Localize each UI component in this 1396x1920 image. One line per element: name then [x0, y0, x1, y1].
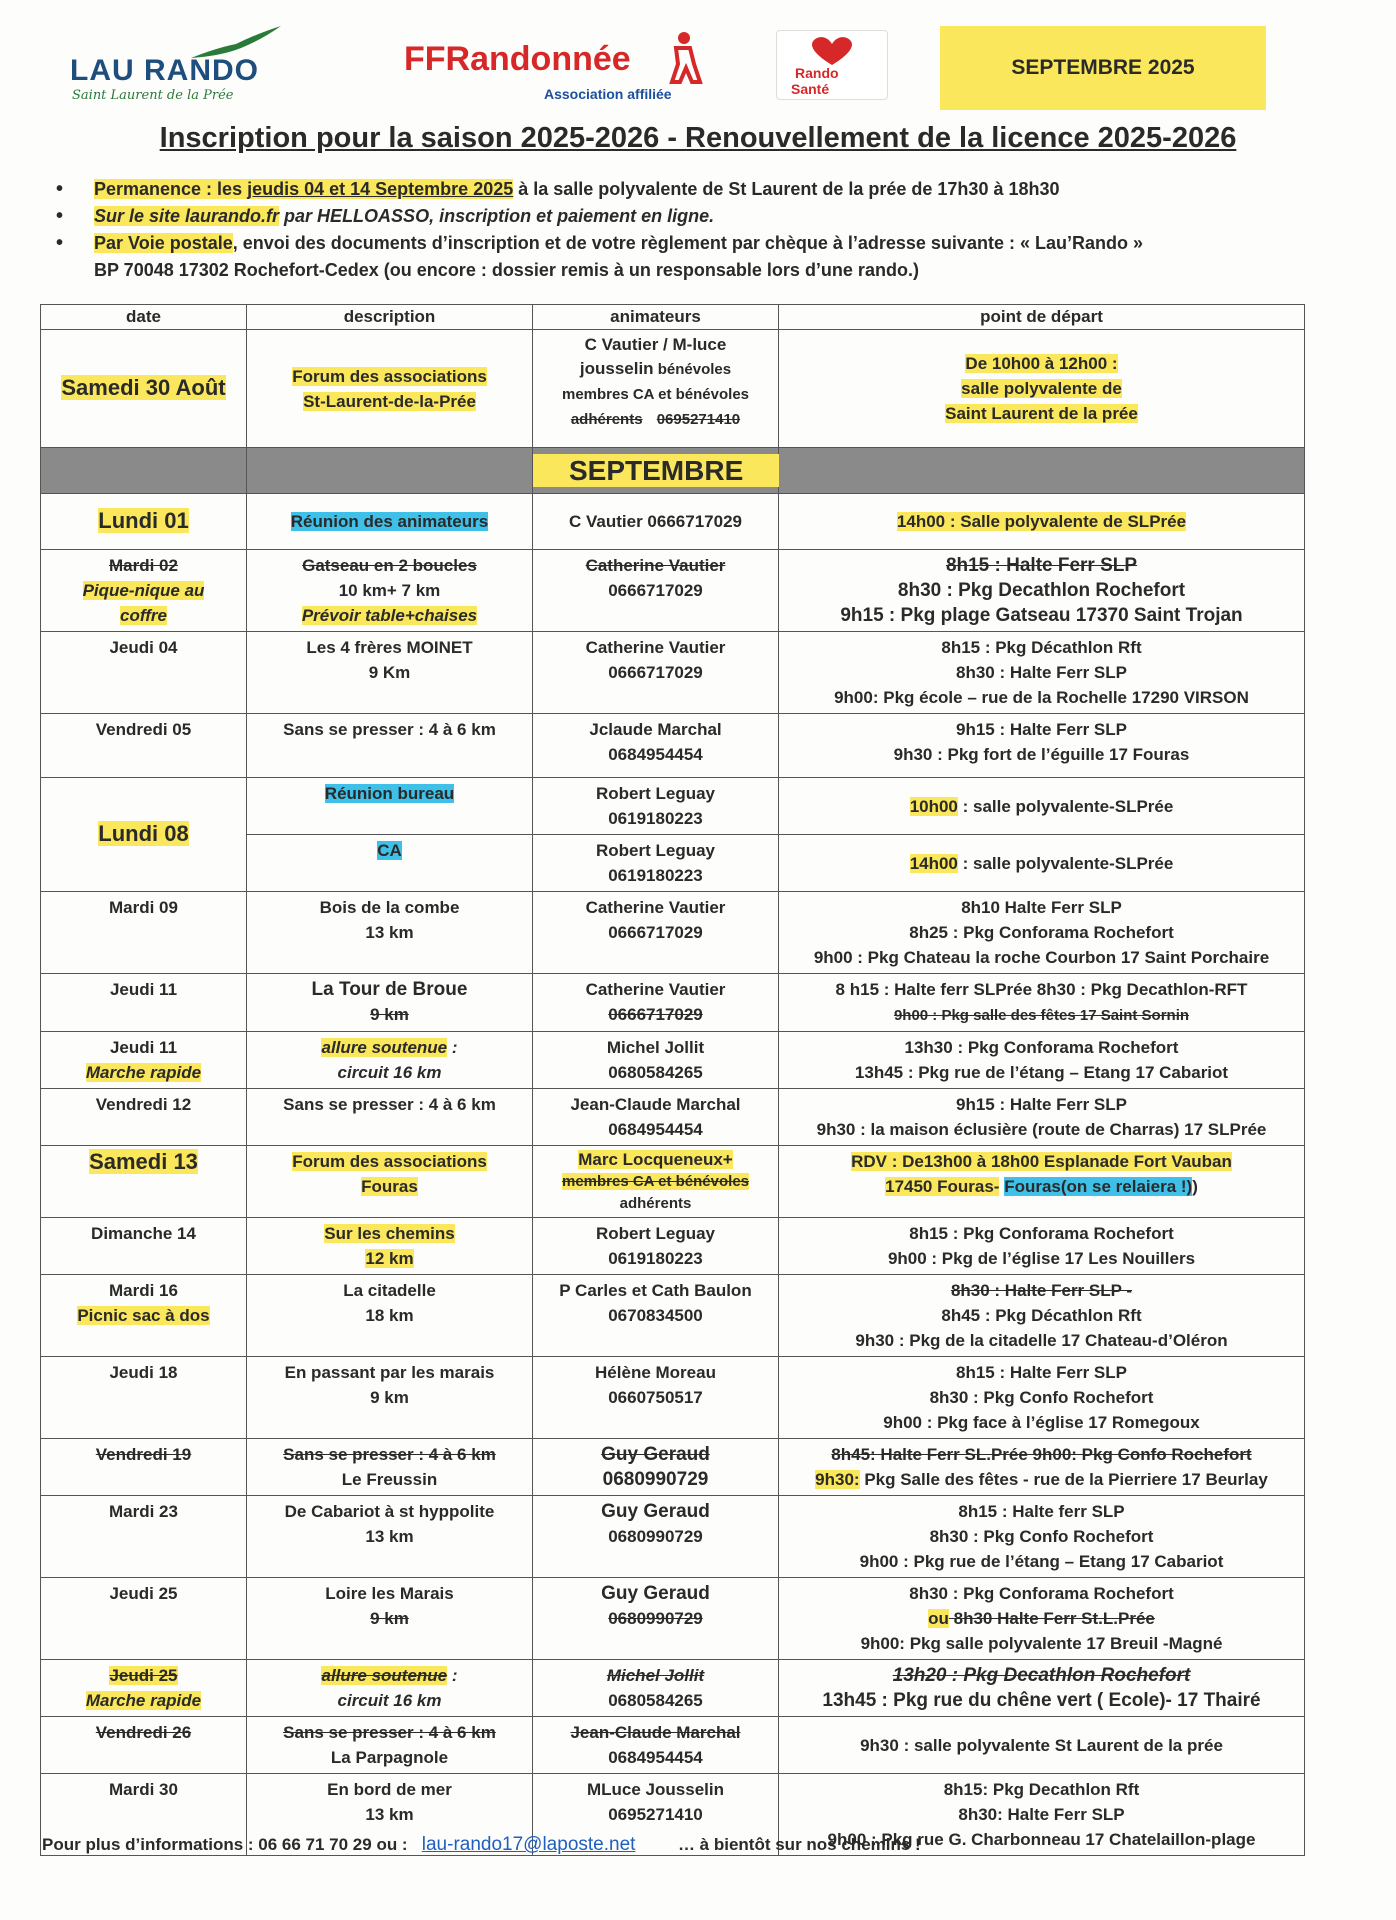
table-row: Samedi 13 Forum des associations Fouras Marc Locqueneux+ membres CA et bénévoles adhérents RDV : De13h00 à 18h00 Esplanade Fort Vauban 17450 Fouras- Fouras(on se relaiera !)) — [41, 1146, 1305, 1218]
lau-logo-text: LAU RANDO — [70, 54, 259, 87]
table-row: Jeudi 25 Loire les Marais 9 km Guy Geraud 0680990729 8h30 : Pkg Conforama Rochefort ou 8h30 Halte Ferr St.L.Prée 9h00: Pkg salle polyvalente 17 Breuil -Magné — [41, 1578, 1305, 1660]
bullet-permanence: • Permanence : les jeudis 04 et 14 Septembre 2025 à la salle polyvalente de St Laurent de la prée de 17h30 à 18h30 — [56, 176, 1356, 203]
lau-logo-subtitle: Saint Laurent de la Prée — [72, 88, 234, 103]
table-row: Vendredi 12 Sans se presser : 4 à 6 km Jean-Claude Marchal 0684954454 9h15 : Halte Ferr SLP 9h30 : la maison éclusière (route de Charras) 17 SLPrée — [41, 1089, 1305, 1146]
bullet-postal: • Par Voie postale, envoi des documents d’inscription et de votre règlement par chèque à l’adresse suivante : « Lau’Rando » — [56, 230, 1356, 257]
table-row: CA Robert Leguay 0619180223 14h00 : salle polyvalente-SLPrée — [41, 835, 1305, 892]
footer — [42, 1834, 1342, 1856]
lau-rando-logo — [66, 24, 336, 103]
page-title: Inscription pour la saison 2025-2026 - Renouvellement de la licence 2025-2026 — [159, 122, 1237, 154]
heart-icon — [807, 35, 857, 67]
footer-closing: … à bientôt sur nos chemins ! — [677, 1835, 921, 1854]
table-row: Jeudi 11 Marche rapide allure soutenue : circuit 16 km Michel Jollit 0680584265 13h30 : Pkg Conforama Rochefort 13h45 : Pkg rue de l’étang – Etang 17 Cabariot — [41, 1032, 1305, 1089]
sante-logo-text-1: Rando — [795, 65, 839, 81]
ffrandonnee-logo — [404, 30, 724, 102]
ffr-logo-text: FFRandonnée — [404, 40, 631, 78]
header-date: date — [41, 305, 247, 330]
table-row: Vendredi 26 Sans se presser : 4 à 6 km La Parpagnole Jean-Claude Marchal 0684954454 9h30 : salle polyvalente St Laurent de la prée — [41, 1717, 1305, 1774]
footer-info: Pour plus d’informations : 06 66 71 70 29 ou : — [42, 1835, 408, 1854]
table-row: Jeudi 04 Les 4 frères MOINET 9 Km Catherine Vautier 0666717029 8h15 : Pkg Décathlon Rft 8h30 : Halte Ferr SLP 9h00: Pkg école – rue de la Rochelle 17290 VIRSON — [41, 632, 1305, 714]
table-row: Samedi 30 Août Forum des associations St-Laurent-de-la-Prée C Vautier / M-luce jousselin bénévoles membres CA et bénévoles adhérents 0695271410 De 10h00 à 12h00 : salle polyvalente de Saint Laurent de la prée — [41, 330, 1305, 448]
hiker-icon — [660, 30, 704, 86]
month-banner: SEPTEMBRE 2025 — [940, 26, 1266, 110]
table-row: Jeudi 11 La Tour de Broue 9 km Catherine Vautier 0666717029 8 h15 : Halte ferr SLPrée 8h30 : Pkg Decathlon-RFT 9h00 : Pkg salle des fêtes 17 Saint Sornin — [41, 974, 1305, 1032]
header — [0, 0, 1396, 118]
bullet-website: • Sur le site laurando.fr par HELLOASSO, inscription et paiement en ligne. — [56, 203, 1356, 230]
table-row: Mardi 02 Pique-nique au coffre Gatseau en 2 boucles 10 km+ 7 km Prévoir table+chaises Catherine Vautier 0666717029 8h15 : Halte Ferr SLP 8h30 : Pkg Decathlon Rochefort 9h15 : Pkg plage Gatseau 17370 Saint Trojan — [41, 550, 1305, 632]
table-row: Jeudi 25 Marche rapide allure soutenue : circuit 16 km Michel Jollit 0680584265 13h20 : Pkg Decathlon Rochefort 13h45 : Pkg rue du chêne vert ( Ecole)- 17 Thairé — [41, 1660, 1305, 1717]
table-row: Vendredi 19 Sans se presser : 4 à 6 km Le Freussin Guy Geraud 0680990729 8h45: Halte Ferr SL.Prée 9h00: Pkg Confo Rochefort 9h30: Pkg Salle des fêtes - rue de la Pierriere 17 Beurlay — [41, 1439, 1305, 1496]
table-row: Mardi 30 En bord de mer 13 km MLuce Jousselin 0695271410 8h15: Pkg Decathlon Rft 8h30: Halte Ferr SLP 9h00 : Pkg rue G. Charbonneau 17 Chatelaillon-plage — [41, 1774, 1305, 1856]
header-animateurs: animateurs — [533, 305, 779, 330]
table-row: Dimanche 14 Sur les chemins 12 km Robert Leguay 0619180223 8h15 : Pkg Conforama Rochefort 9h00 : Pkg de l’église 17 Les Nouillers — [41, 1218, 1305, 1275]
rando-sante-logo — [776, 30, 888, 100]
table-row: Mardi 16 Picnic sac à dos La citadelle 18 km P Carles et Cath Baulon 0670834500 8h30 : Halte Ferr SLP - 8h45 : Pkg Décathlon Rft 9h30 : Pkg de la citadelle 17 Chateau-d’Oléron — [41, 1275, 1305, 1357]
row-date: Samedi 30 Août — [61, 375, 226, 400]
table-header-row — [41, 305, 1305, 330]
table-row: Jeudi 18 En passant par les marais 9 km Hélène Moreau 0660750517 8h15 : Halte Ferr SLP 8h30 : Pkg Confo Rochefort 9h00 : Pkg face à l’église 17 Romegoux — [41, 1357, 1305, 1439]
sante-logo-text-2: Santé — [791, 81, 830, 97]
schedule-table — [40, 304, 1305, 1856]
section-row — [41, 448, 1305, 494]
table-row: Vendredi 05 Sans se presser : 4 à 6 km Jclaude Marchal 0684954454 9h15 : Halte Ferr SLP 9h30 : Pkg fort de l’éguille 17 Fouras — [41, 714, 1305, 778]
email-link[interactable]: lau-rando17@laposte.net — [421, 1834, 636, 1855]
table-row: Mardi 09 Bois de la combe 13 km Catherine Vautier 0666717029 8h10 Halte Ferr SLP 8h25 : Pkg Conforama Rochefort 9h00 : Pkg Chateau la roche Courbon 17 Saint Porchaire — [41, 892, 1305, 974]
table-row: Mardi 23 De Cabariot à st hyppolite 13 km Guy Geraud 0680990729 8h15 : Halte ferr SLP 8h30 : Pkg Confo Rochefort 9h00 : Pkg rue de l’étang – Etang 17 Cabariot — [41, 1496, 1305, 1578]
table-row: Lundi 08 Réunion bureau Robert Leguay 0619180223 10h00 : salle polyvalente-SLPrée — [41, 778, 1305, 835]
header-depart: point de départ — [779, 305, 1305, 330]
bullet-postal-address: BP 70048 17302 Rochefort-Cedex (ou encore : dossier remis à un responsable lors d’une rando.) — [94, 260, 919, 280]
table-row: Lundi 01 Réunion des animateurs C Vautier 0666717029 14h00 : Salle polyvalente de SLPrée — [41, 494, 1305, 550]
header-description: description — [247, 305, 533, 330]
ffr-logo-subtitle: Association affiliée — [544, 86, 672, 102]
section-title: SEPTEMBRE — [533, 454, 779, 487]
info-bullets — [56, 176, 1356, 284]
